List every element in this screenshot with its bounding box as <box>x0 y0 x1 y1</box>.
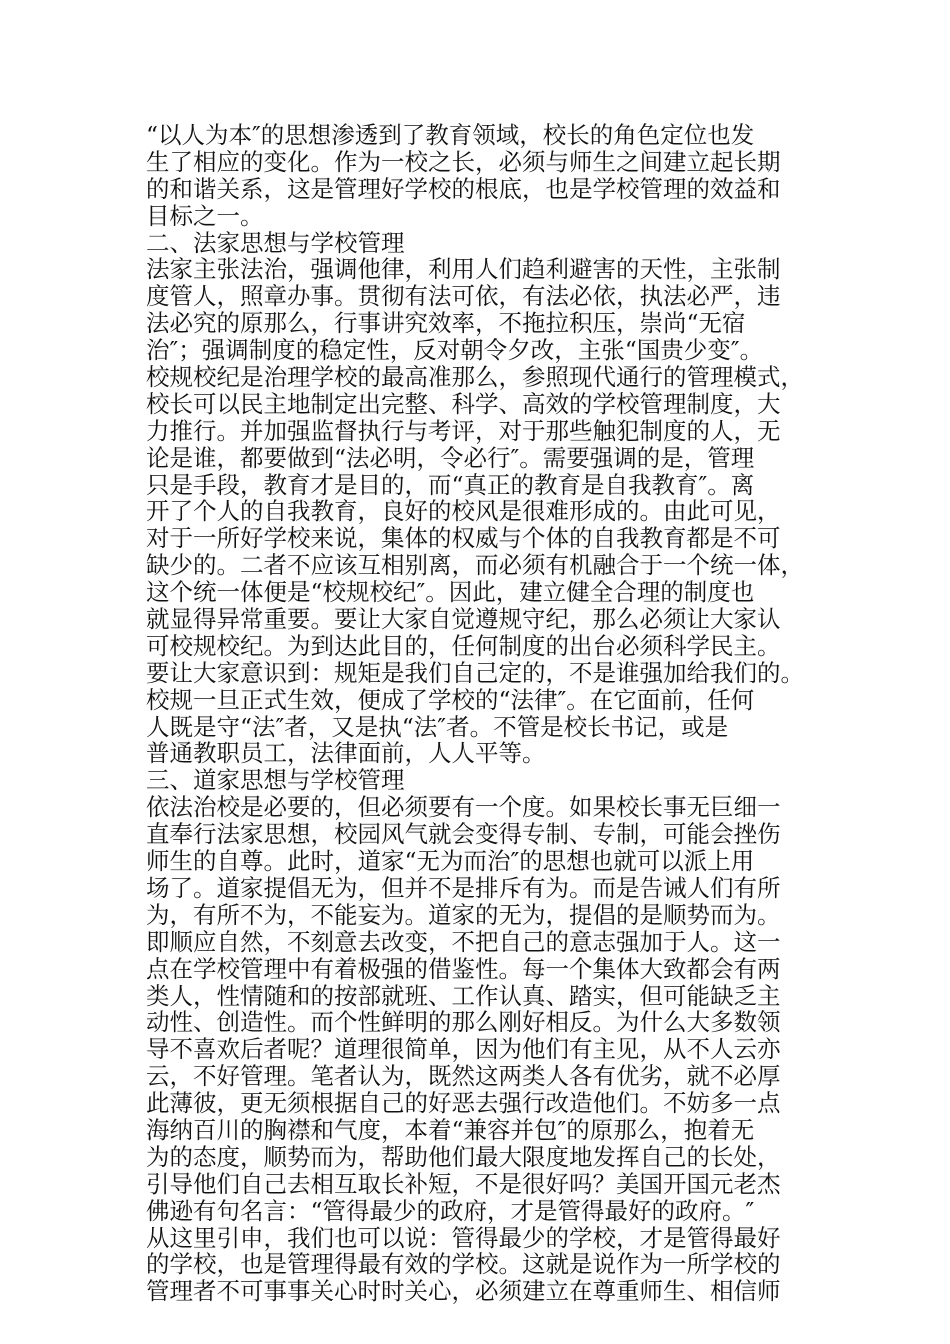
text-line: 云，不好管理。笔者认为，既然这两类人各有优劣，就不必厚 <box>146 1062 781 1091</box>
text-line: 目标之一。 <box>146 201 264 230</box>
text-line: 人既是守“法″者，又是执“法″者。不管是校长书记，或是 <box>146 712 729 741</box>
text-line: 管理者不可事事关心时时关心，必须建立在尊重师生、相信师 <box>146 1277 781 1306</box>
text-line: 力推行。并加强监督执行与考评，对于那些触犯制度的人，无 <box>146 416 781 445</box>
text-line: 类人，性情随和的按部就班、工作认真、踏实，但可能缺乏主 <box>146 981 781 1010</box>
text-line: 此薄彼，更无须根据自己的好恶去强行改造他们。不妨多一点 <box>146 1089 781 1118</box>
text-line: 缺少的。二者不应该互相别离，而必须有机融合于一个统一体， <box>146 551 804 580</box>
text-line: 直奉行法家思想，校园风气就会变得专制、专制，可能会挫伤 <box>146 820 781 849</box>
text-line: 开了个人的自我教育，良好的校风是很难形成的。由此可见， <box>146 497 781 526</box>
text-line: 论是谁，都要做到“法必明，令必行″。需要强调的是，管理 <box>146 443 755 472</box>
text-line: 即顺应自然，不刻意去改变，不把自己的意志强加于人。这一 <box>146 927 781 956</box>
text-line: 为，有所不为，不能妄为。道家的无为，提倡的是顺势而为。 <box>146 900 781 929</box>
text-line: “以人为本″的思想渗透到了教育领域，校长的角色定位也发 <box>146 121 755 149</box>
section-heading-legalism: 二、法家思想与学校管理 <box>146 228 405 257</box>
text-line: 就显得异常重要。要让大家自觉遵规守纪，那么必须让大家认 <box>146 605 781 634</box>
text-line: 法家主张法治，强调他律，利用人们趋利避害的天性，主张制 <box>146 255 781 284</box>
text-line: 从这里引申，我们也可以说：管得最少的学校，才是管得最好 <box>146 1223 781 1252</box>
text-line: 要让大家意识到：规矩是我们自己定的，不是谁强加给我们的。 <box>146 658 804 687</box>
text-line: 校规校纪是治理学校的最高准那么，参照现代通行的管理模式， <box>146 363 804 392</box>
text-line: 动性、创造性。而个性鲜明的那么刚好相反。为什么大多数领 <box>146 1008 781 1037</box>
text-line: 的和谐关系，这是管理好学校的根底，也是学校管理的效益和 <box>146 174 781 203</box>
section-heading-taoism: 三、道家思想与学校管理 <box>146 766 405 795</box>
text-line: 场了。道家提倡无为，但并不是排斥有为。而是告诫人们有所 <box>146 873 781 902</box>
text-line: 为的态度，顺势而为，帮助他们最大限度地发挥自己的长处， <box>146 1142 781 1171</box>
text-line: 只是手段，教育才是目的，而“真正的教育是自我教育″。离 <box>146 470 755 499</box>
text-line: 师生的自尊。此时，道家“无为而治″的思想也就可以派上用 <box>146 847 755 876</box>
text-line: 的学校，也是管理得最有效的学校。这就是说作为一所学校的 <box>146 1250 781 1279</box>
text-line: 佛逊有句名言：“管得最少的政府，才是管得最好的政府。″ <box>146 1196 755 1225</box>
text-line: 校长可以民主地制定出完整、科学、高效的学校管理制度，大 <box>146 389 781 418</box>
text-line: 度管人，照章办事。贯彻有法可依，有法必依，执法必严，违 <box>146 282 781 311</box>
text-line: 校规一旦正式生效，便成了学校的“法律″。在它面前，任何 <box>146 685 755 714</box>
text-line: 海纳百川的胸襟和气度，本着“兼容并包″的原那么，抱着无 <box>146 1115 755 1144</box>
text-line: 普通教职员工，法律面前，人人平等。 <box>146 739 546 768</box>
text-line: 这个统一体便是“校规校纪″。因此，建立健全合理的制度也 <box>146 578 755 607</box>
text-line: 法必究的原那么，行事讲究效率，不拖拉积压，崇尚“无宿 <box>146 309 746 338</box>
text-line: 治″；强调制度的稳定性，反对朝令夕改，主张“国贵少变″。 <box>146 336 764 365</box>
text-line: 可校规校纪。为到达此目的，任何制度的出台必须科学民主。 <box>146 631 781 660</box>
text-line: 对于一所好学校来说，集体的权威与个体的自我教育都是不可 <box>146 524 781 553</box>
document-page <box>146 122 836 1305</box>
text-line: 生了相应的变化。作为一校之长，必须与师生之间建立起长期 <box>146 147 781 176</box>
text-line: 点在学校管理中有着极强的借鉴性。每一个集体大致都会有两 <box>146 954 781 983</box>
text-line: 引导他们自己去相互取长补短，不是很好吗？美国开国元老杰 <box>146 1169 781 1198</box>
text-line: 导不喜欢后者呢？道理很简单，因为他们有主见，从不人云亦 <box>146 1035 781 1064</box>
text-line: 依法治校是必要的，但必须要有一个度。如果校长事无巨细一 <box>146 793 781 822</box>
